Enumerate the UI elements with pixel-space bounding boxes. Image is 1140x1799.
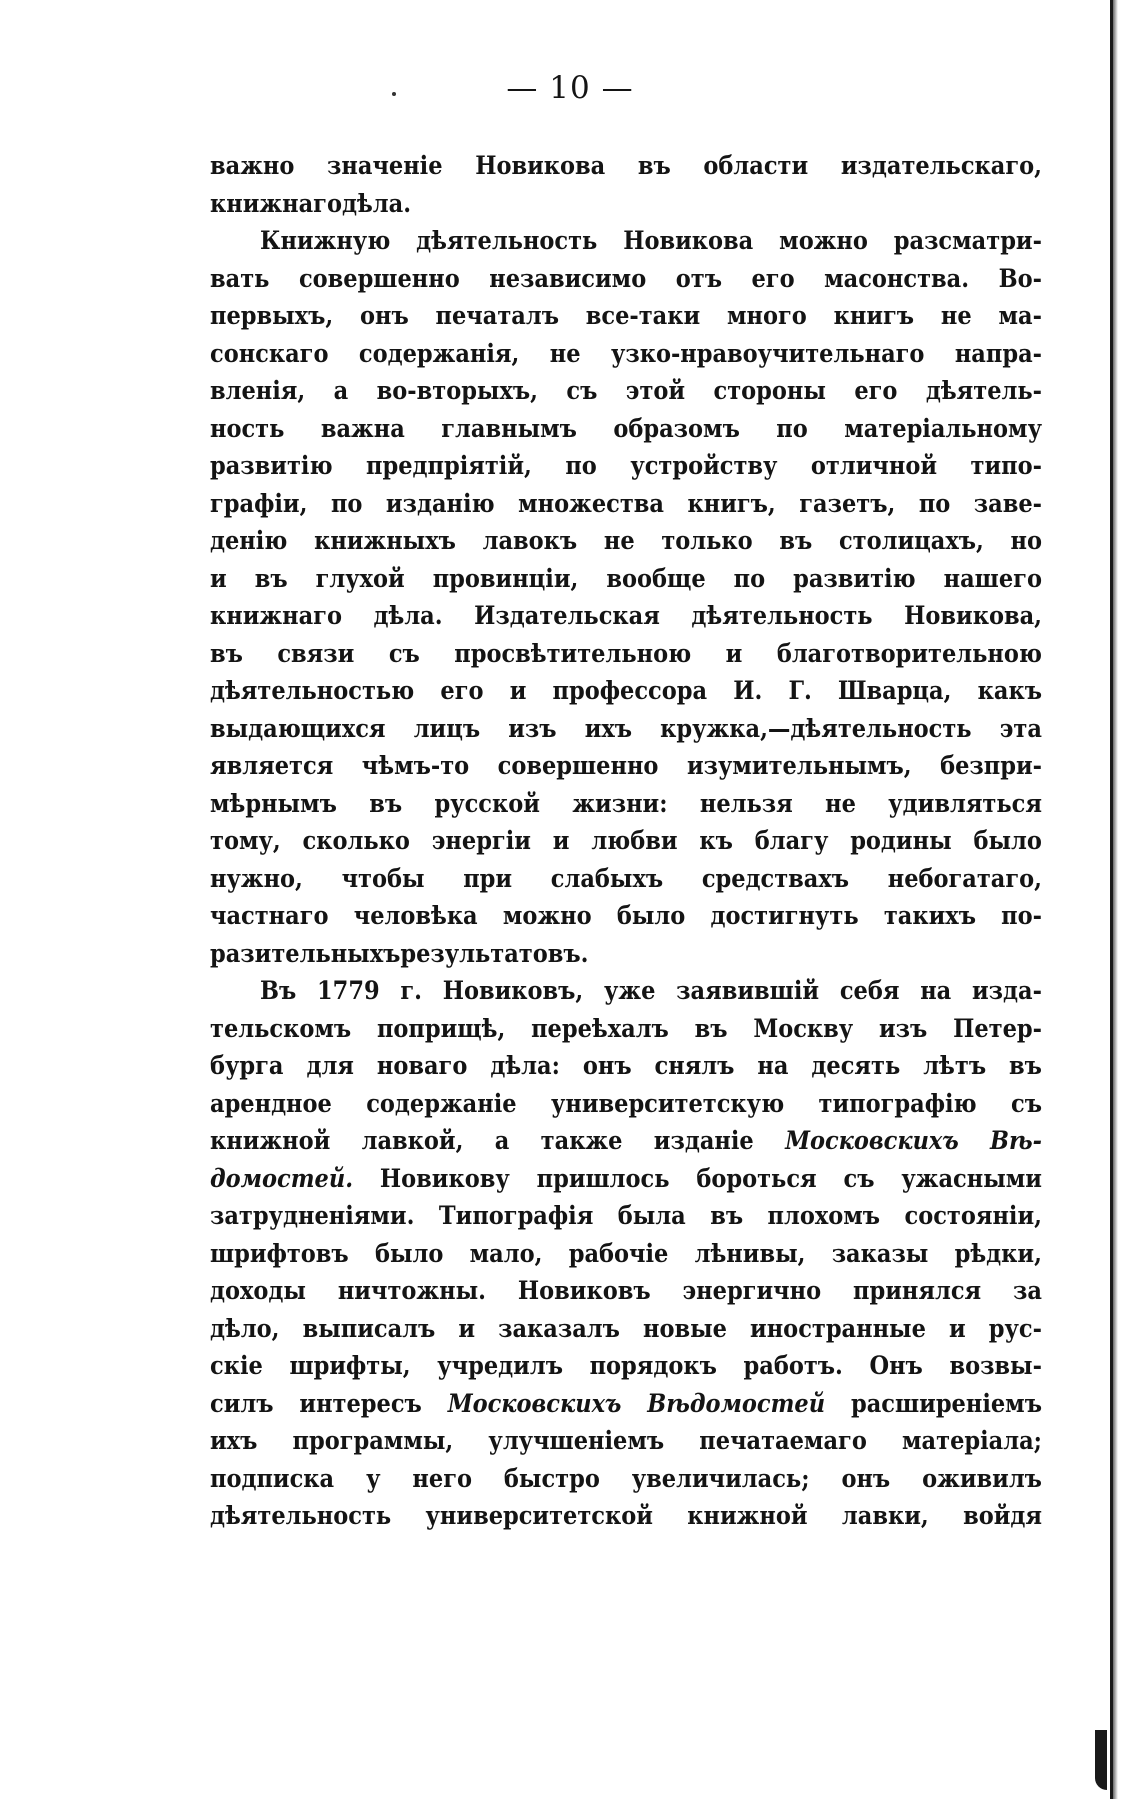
word: подписка xyxy=(210,1463,335,1493)
word: по xyxy=(776,413,808,443)
word: не xyxy=(603,526,635,555)
text-line xyxy=(210,1310,1042,1348)
text-line xyxy=(210,1422,1042,1460)
word: развитію xyxy=(793,563,916,593)
word: глухой xyxy=(315,563,405,593)
word: печатаемаго xyxy=(699,1426,867,1455)
text-line xyxy=(210,635,1042,673)
word: дѣятельность xyxy=(416,226,598,255)
word: затрудненіями. xyxy=(210,1201,415,1230)
word: графіи, xyxy=(210,488,308,518)
word: съ xyxy=(388,638,420,668)
word: въ xyxy=(369,788,403,818)
word: а xyxy=(494,1126,510,1155)
word: книжнаго xyxy=(210,188,342,218)
word: него xyxy=(412,1463,472,1493)
word: Онъ xyxy=(869,1351,923,1380)
word: была xyxy=(617,1201,686,1230)
word: удивляться xyxy=(888,788,1042,818)
word: бурга xyxy=(210,1051,284,1080)
word: книжной xyxy=(687,1501,808,1530)
word: и xyxy=(210,563,227,593)
word: напра- xyxy=(954,338,1042,368)
word: дѣятель- xyxy=(925,376,1042,405)
word: ихъ xyxy=(584,713,633,743)
word: профессора xyxy=(552,676,708,705)
text-line xyxy=(210,1122,1042,1160)
word: нельзя xyxy=(699,788,793,818)
word: состояніи, xyxy=(904,1201,1042,1230)
word: дѣятельностью xyxy=(210,676,415,705)
word: тому, xyxy=(210,826,281,855)
text-line xyxy=(210,1197,1042,1235)
word: Г. xyxy=(788,676,812,705)
word: и xyxy=(725,638,743,668)
text-line xyxy=(210,1160,1042,1198)
word: человѣка xyxy=(353,901,478,930)
italic-word: Вѣ- xyxy=(990,1126,1042,1155)
word: типографію xyxy=(818,1088,977,1118)
word: по xyxy=(918,488,951,518)
word: разительныхъ xyxy=(210,938,401,968)
word: расширеніемъ xyxy=(850,1388,1042,1418)
word: развитію xyxy=(210,451,333,480)
word: устройству xyxy=(630,451,778,480)
word: и xyxy=(552,826,570,855)
word: газетъ, xyxy=(799,488,896,518)
word: русской xyxy=(434,788,540,818)
word: частнаго xyxy=(210,901,329,930)
word: онъ xyxy=(359,301,409,330)
word: съ xyxy=(1011,1088,1042,1118)
text-line xyxy=(210,1085,1042,1123)
word: совершенно xyxy=(298,263,460,293)
word: иностранные xyxy=(750,1313,926,1343)
word: ужасными xyxy=(901,1163,1042,1193)
word: съ xyxy=(566,376,598,405)
word: матеріала; xyxy=(902,1426,1042,1455)
word: въ xyxy=(637,151,671,180)
word: себя xyxy=(839,976,900,1005)
word: Новикова xyxy=(475,151,606,180)
word: принялся xyxy=(853,1276,982,1305)
page-number: — 10 — xyxy=(506,70,634,106)
word: ма- xyxy=(998,301,1042,330)
word: лицъ xyxy=(413,713,481,743)
word: Въ xyxy=(260,976,297,1005)
word: достигнуть xyxy=(710,901,859,930)
text-line xyxy=(210,897,1042,935)
word: заказы xyxy=(831,1238,929,1268)
word: его xyxy=(440,676,484,705)
word: эта xyxy=(999,713,1042,743)
word: дѣла. xyxy=(373,601,443,630)
word: было xyxy=(973,826,1042,855)
text-line xyxy=(210,222,1042,260)
word: университетскую xyxy=(550,1088,785,1118)
word: провинціи, xyxy=(432,563,579,593)
word: сонскаго xyxy=(210,338,329,368)
word: шрифты, xyxy=(289,1351,411,1380)
text-line xyxy=(210,935,1042,973)
text-line xyxy=(210,185,1042,223)
word: порядокъ xyxy=(589,1351,717,1380)
word: дѣятельность xyxy=(210,1501,392,1530)
word: не xyxy=(549,338,581,368)
word: связи xyxy=(277,638,355,668)
word: лавки, xyxy=(841,1501,929,1530)
word: все-таки xyxy=(585,301,701,330)
word: въ xyxy=(694,1013,728,1043)
word: десять xyxy=(811,1051,901,1080)
body-text xyxy=(210,147,1042,1535)
word: изумительнымъ, xyxy=(686,751,912,780)
word: переѣхалъ xyxy=(531,1013,669,1043)
binding-mark xyxy=(1095,1730,1107,1790)
word: разсматри- xyxy=(893,226,1042,255)
text-line xyxy=(210,260,1042,298)
word: при xyxy=(463,863,513,893)
word: и xyxy=(509,676,527,705)
word: но xyxy=(1010,526,1042,555)
text-line xyxy=(210,485,1042,523)
word: за xyxy=(1013,1276,1042,1305)
word: денію xyxy=(210,526,288,555)
text-line xyxy=(210,410,1042,448)
word: важна xyxy=(320,413,405,443)
word: изда- xyxy=(971,976,1042,1005)
text-line xyxy=(210,1497,1042,1535)
word: было xyxy=(616,901,686,930)
word: учредилъ xyxy=(437,1351,563,1380)
word: арендное xyxy=(210,1088,332,1118)
word: Шварца, xyxy=(837,676,952,705)
word: можно xyxy=(779,226,868,255)
text-line xyxy=(210,560,1042,598)
word: улучшеніемъ xyxy=(488,1426,665,1455)
word: во-вторыхъ, xyxy=(376,376,538,405)
word: въ xyxy=(710,1201,744,1230)
word: мѣрнымъ xyxy=(210,788,337,818)
word: по xyxy=(330,488,363,518)
word: оживилъ xyxy=(922,1463,1042,1493)
word: совершенно xyxy=(497,751,659,780)
word: Новиковъ, xyxy=(442,976,584,1005)
word: любви xyxy=(591,826,678,855)
word: книжныхъ xyxy=(314,526,456,555)
word: книжной xyxy=(210,1126,331,1155)
word: небогатаго, xyxy=(887,863,1042,893)
word: важно xyxy=(210,151,295,180)
word: въ xyxy=(210,638,243,668)
text-line xyxy=(210,860,1042,898)
word: не xyxy=(940,301,972,330)
word: лавокъ xyxy=(482,526,578,555)
word: новаго xyxy=(376,1051,468,1080)
word: книгъ xyxy=(833,301,915,330)
word: скіе xyxy=(210,1351,263,1380)
word: было xyxy=(374,1238,444,1268)
word: мало, xyxy=(469,1238,543,1268)
word: 1779 xyxy=(317,976,380,1005)
word: пришлось xyxy=(536,1163,670,1193)
word: ничтожны. xyxy=(337,1276,486,1305)
word: заказалъ xyxy=(498,1313,620,1343)
word: жизни: xyxy=(572,788,668,818)
word: дѣло, xyxy=(210,1313,280,1343)
word: вать xyxy=(210,263,270,293)
word: изъ xyxy=(508,713,557,743)
word: главнымъ xyxy=(441,413,577,443)
word: работъ. xyxy=(743,1351,843,1380)
italic-word: Московскихъ xyxy=(785,1126,959,1155)
word: уже xyxy=(604,976,656,1005)
text-line xyxy=(210,597,1042,635)
word: Во- xyxy=(998,263,1042,293)
word: лѣтъ xyxy=(923,1051,987,1080)
word: Новикова xyxy=(623,226,754,255)
text-line xyxy=(210,1235,1042,1273)
word: плохомъ xyxy=(767,1201,881,1230)
word: слабыхъ xyxy=(550,863,664,893)
word: образомъ xyxy=(613,413,740,443)
word: новые xyxy=(643,1313,727,1343)
word: книгъ, xyxy=(687,488,776,518)
text-line xyxy=(210,147,1042,185)
word: въ xyxy=(254,563,288,593)
word: только xyxy=(661,526,753,555)
word: содержанія, xyxy=(358,338,520,368)
text-line xyxy=(210,672,1042,710)
word: много xyxy=(726,301,807,330)
word: дѣла: xyxy=(490,1051,560,1080)
word: и xyxy=(949,1313,966,1343)
word: энергично xyxy=(682,1276,822,1305)
word: изданію xyxy=(385,488,495,518)
word: И. xyxy=(733,676,763,705)
word: безпри- xyxy=(940,751,1042,780)
word: первыхъ, xyxy=(210,301,334,330)
word: тельскомъ xyxy=(210,1013,352,1043)
word: доходы xyxy=(210,1276,306,1305)
text-line xyxy=(210,1347,1042,1385)
word: Москву xyxy=(753,1013,854,1043)
text-line xyxy=(210,1385,1042,1423)
word: книжнаго xyxy=(210,601,342,630)
word: по xyxy=(565,451,597,480)
word: чтобы xyxy=(341,863,425,893)
text-line xyxy=(210,522,1042,560)
italic-word: Вѣдомостей xyxy=(647,1388,826,1418)
word: бороться xyxy=(696,1163,817,1193)
word: къ xyxy=(699,826,733,855)
word: увеличилась; xyxy=(631,1463,810,1493)
word: и xyxy=(458,1313,476,1343)
text-line xyxy=(210,822,1042,860)
word: программы, xyxy=(292,1426,454,1455)
word: результатовъ. xyxy=(400,938,589,968)
word: какъ xyxy=(977,676,1042,705)
word: лавкой, xyxy=(361,1126,464,1155)
text-line xyxy=(210,1460,1042,1498)
text-line xyxy=(210,447,1042,485)
word: а xyxy=(333,376,349,405)
word: выписалъ xyxy=(302,1313,436,1343)
word: также xyxy=(540,1126,623,1155)
word: для xyxy=(306,1051,354,1080)
word: является xyxy=(210,751,334,780)
word: типо- xyxy=(970,451,1042,480)
word: на xyxy=(920,976,952,1005)
word: Новиковъ xyxy=(517,1276,651,1305)
word: съ xyxy=(843,1163,875,1193)
word: его xyxy=(854,376,898,405)
word: отъ xyxy=(675,263,722,293)
word: въ xyxy=(1009,1051,1042,1080)
word: матеріальному xyxy=(844,413,1042,443)
word: выдающихся xyxy=(210,713,386,743)
word: предпріятій, xyxy=(366,451,532,480)
word: по xyxy=(733,563,766,593)
word: въ xyxy=(779,526,813,555)
word: рус- xyxy=(988,1313,1042,1343)
word: по- xyxy=(1001,901,1042,930)
word: ность xyxy=(210,413,285,443)
word: нужно, xyxy=(210,863,303,893)
text-line xyxy=(210,972,1042,1010)
word: благу xyxy=(754,826,829,855)
text-line xyxy=(210,747,1042,785)
word: шрифтовъ xyxy=(210,1238,349,1268)
word: заве- xyxy=(973,488,1042,518)
word: Новикову xyxy=(379,1163,510,1193)
word: независимо xyxy=(489,263,647,293)
word: войдя xyxy=(963,1501,1042,1530)
word: его xyxy=(751,263,795,293)
word: области xyxy=(703,151,809,180)
word: г. xyxy=(400,976,422,1005)
word: отличной xyxy=(810,451,938,480)
word: издательскаго, xyxy=(840,151,1042,180)
word: поприщѣ, xyxy=(376,1013,506,1043)
word: родины xyxy=(850,826,952,855)
text-line xyxy=(210,1010,1042,1048)
word: рѣдки, xyxy=(954,1238,1042,1268)
word: Типографія xyxy=(438,1201,594,1230)
text-line xyxy=(210,1272,1042,1310)
word: дѣла. xyxy=(341,188,412,218)
word: значеніе xyxy=(327,151,443,180)
word: энергіи xyxy=(431,826,531,855)
word: масонства. xyxy=(824,263,970,293)
word: вленія, xyxy=(210,376,306,405)
word: онъ xyxy=(841,1463,891,1493)
word: столицахъ, xyxy=(838,526,984,555)
text-line xyxy=(210,335,1042,373)
text-line xyxy=(210,785,1042,823)
word: Петер- xyxy=(953,1013,1042,1043)
text-line xyxy=(210,297,1042,335)
word: стороны xyxy=(713,376,826,405)
word: силъ xyxy=(210,1388,274,1418)
word: у xyxy=(366,1463,381,1493)
word: кружка,—дѣятельность xyxy=(660,713,972,743)
word: дѣятельность xyxy=(691,601,873,630)
word: содержаніе xyxy=(366,1088,517,1118)
word: быстро xyxy=(503,1463,600,1493)
word: такихъ xyxy=(883,901,976,930)
word: университетской xyxy=(425,1501,653,1530)
word: средствахъ xyxy=(701,863,850,893)
word: можно xyxy=(502,901,592,930)
word: Издательская xyxy=(474,601,660,630)
word: печаталъ xyxy=(435,301,559,330)
text-line xyxy=(210,710,1042,748)
word: изданіе xyxy=(653,1126,754,1155)
word: сколько xyxy=(302,826,410,855)
text-line xyxy=(210,372,1042,410)
word: заявившій xyxy=(676,976,820,1005)
word: лѣнивы, xyxy=(694,1238,806,1268)
word: не xyxy=(825,788,856,818)
italic-word: домостей. xyxy=(210,1163,354,1193)
word: благотворительною xyxy=(776,638,1042,668)
word: интересъ xyxy=(299,1388,422,1418)
word: рабочіе xyxy=(568,1238,669,1268)
word: этой xyxy=(625,376,686,405)
word: снялъ xyxy=(654,1051,735,1080)
word: возвы- xyxy=(949,1351,1042,1380)
word: просвѣтительною xyxy=(454,638,692,668)
word: на xyxy=(757,1051,789,1080)
word: Книжную xyxy=(260,226,391,255)
word: ихъ xyxy=(210,1426,258,1455)
word: онъ xyxy=(582,1051,632,1080)
word: изъ xyxy=(879,1013,928,1043)
word: Новикова, xyxy=(904,601,1042,630)
word: вообще xyxy=(606,563,706,593)
word: множества xyxy=(518,488,664,518)
word: чѣмъ-то xyxy=(361,751,470,780)
text-line xyxy=(210,1047,1042,1085)
word: нашего xyxy=(943,563,1042,593)
page-edge-shadow xyxy=(1113,0,1118,1799)
word: узко-нравоучительнаго xyxy=(610,338,925,368)
italic-word: Московскихъ xyxy=(447,1388,622,1418)
